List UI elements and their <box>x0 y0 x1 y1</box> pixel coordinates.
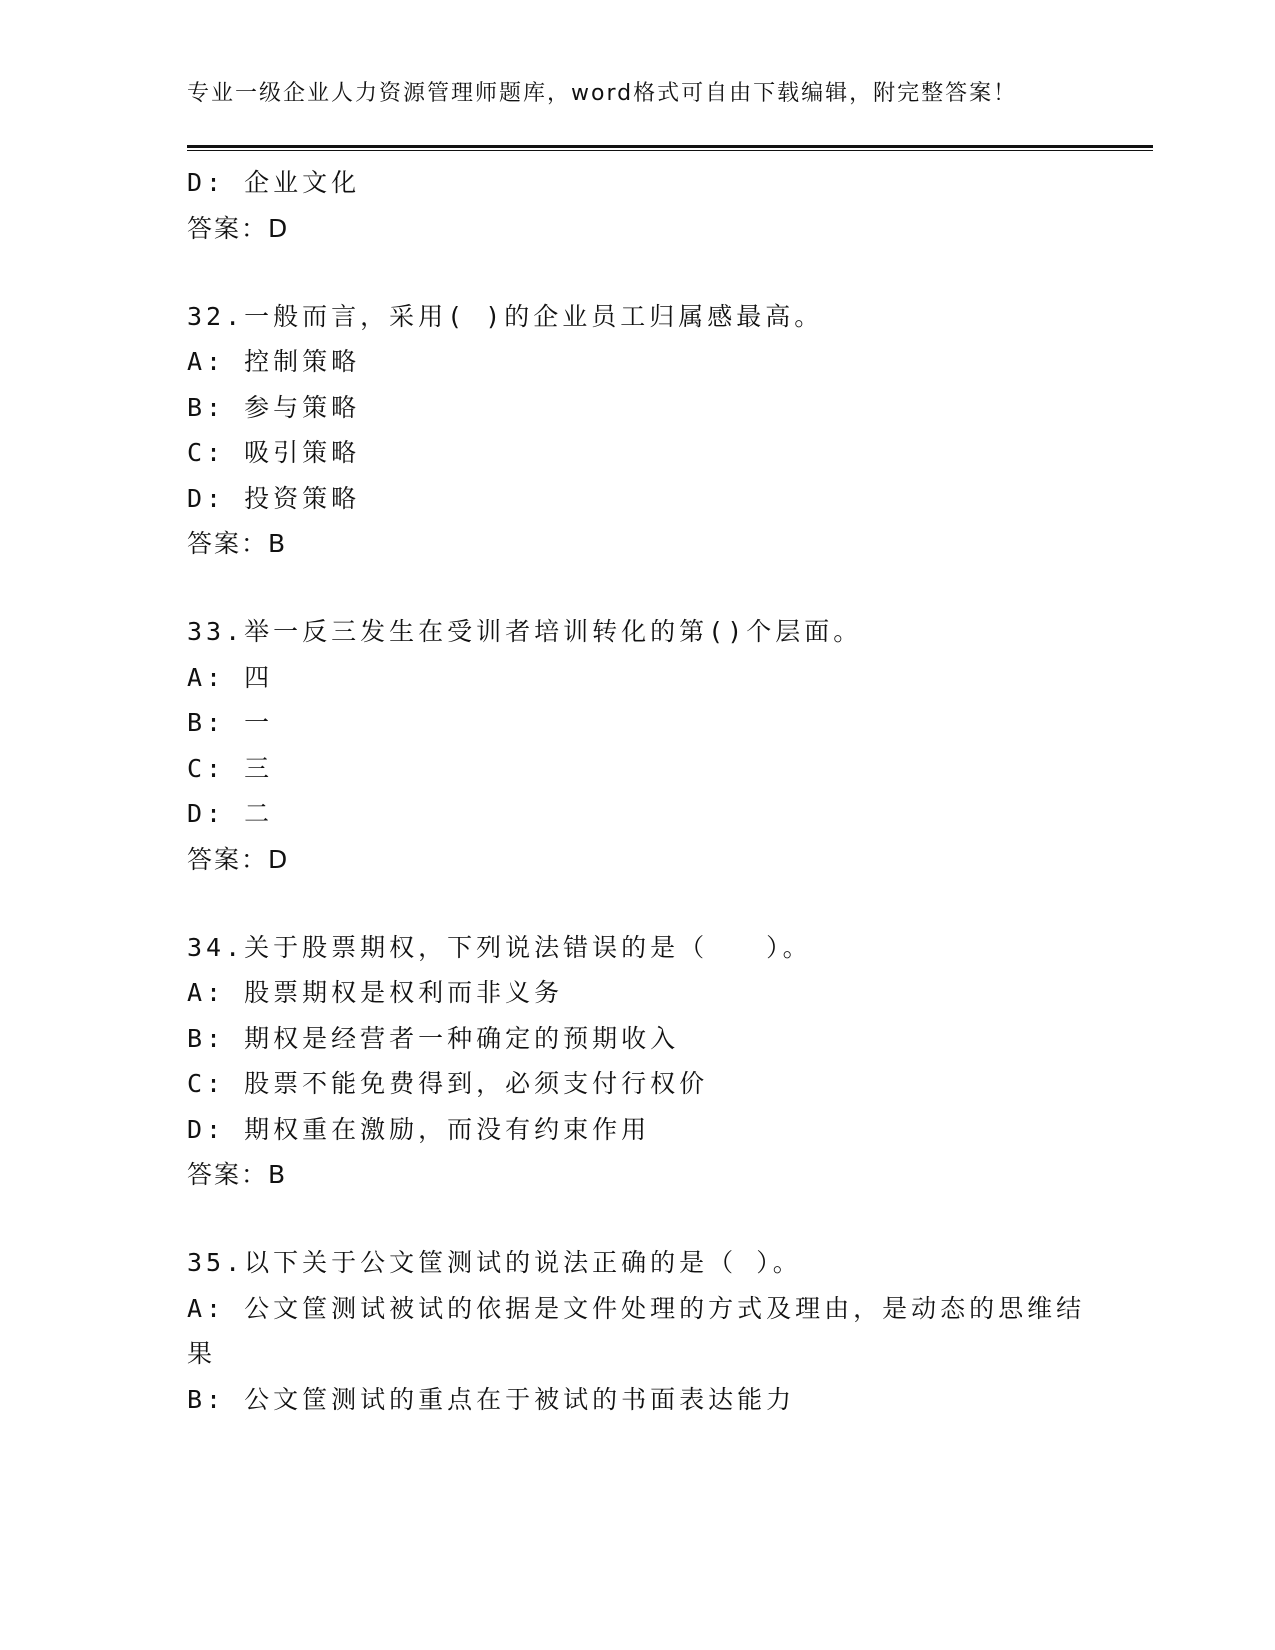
answer: 答案：D <box>187 213 290 243</box>
answer: 答案：D <box>187 844 290 874</box>
question-stem: 32.一般而言，采用( )的企业员工归属感最高。 <box>187 301 824 331</box>
option-b: B: 参与策略 <box>187 392 361 422</box>
answer: 答案：B <box>187 529 288 558</box>
option-b: B: 公文筐测试的重点在于被试的书面表达能力 <box>187 1384 796 1414</box>
header-rule-thin <box>187 150 1153 151</box>
answer: 答案：B <box>187 1160 288 1189</box>
option-d: D: 二 <box>187 799 274 828</box>
spacer <box>187 883 1087 925</box>
question-stem: 35.以下关于公文筐测试的说法正确的是（ ）。 <box>187 1248 802 1277</box>
question-stem: 34.关于股票期权，下列说法错误的是（ ）。 <box>187 932 812 962</box>
option-a: A: 控制策略 <box>187 347 361 376</box>
spacer <box>187 567 1087 609</box>
option-d: D: 企业文化 <box>187 168 361 197</box>
option-a: A: 公文筐测试被试的依据是文件处理的方式及理由，是动态的思维结果 <box>187 1293 1086 1368</box>
option-b: B: 期权是经营者一种确定的预期收入 <box>187 1023 680 1053</box>
option-d: D: 期权重在激励，而没有约束作用 <box>187 1114 651 1144</box>
question-stem: 33.举一反三发生在受训者培训转化的第()个层面。 <box>187 617 863 646</box>
option-c: C: 吸引策略 <box>187 438 361 467</box>
header-rule-thick <box>187 145 1153 148</box>
option-b: B: 一 <box>187 708 274 737</box>
spacer <box>187 1198 1087 1240</box>
question-list <box>187 160 1087 1422</box>
spacer <box>187 252 1087 294</box>
option-a: A: 股票期权是权利而非义务 <box>187 978 564 1007</box>
option-a: A: 四 <box>187 662 274 692</box>
option-c: C: 三 <box>187 753 274 783</box>
option-c: C: 股票不能免费得到，必须支付行权价 <box>187 1069 709 1098</box>
page-header: 专业一级企业人力资源管理师题库，word格式可自由下载编辑，附完整答案！ <box>187 81 1018 106</box>
option-d: D: 投资策略 <box>187 483 361 513</box>
